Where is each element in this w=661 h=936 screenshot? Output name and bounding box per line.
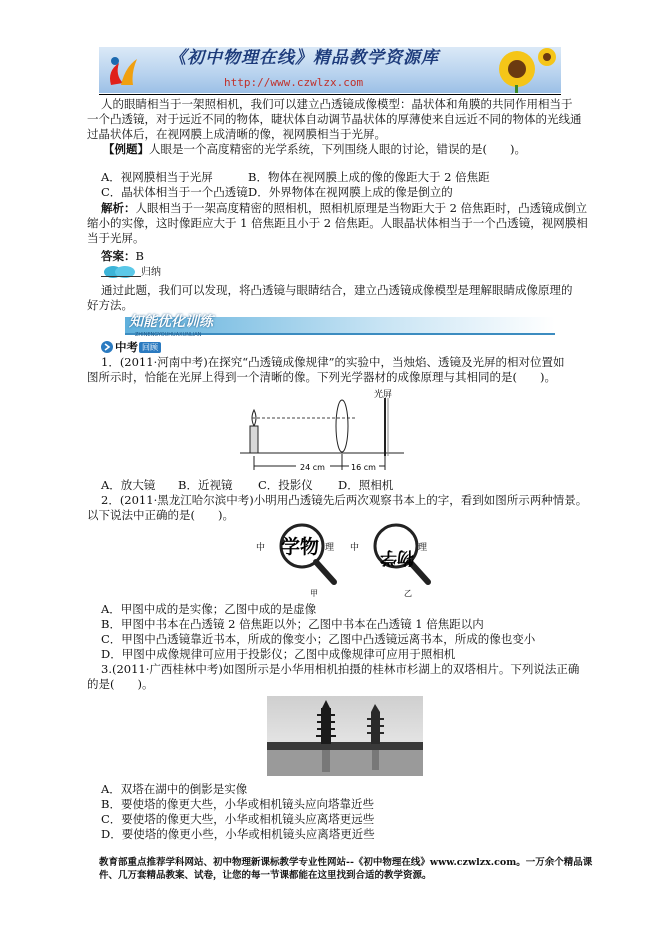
section-header (125, 313, 557, 339)
caption: 甲 (310, 589, 318, 598)
candle-icon (250, 426, 258, 453)
site-logo-icon (103, 51, 143, 91)
summary-tag: 归纳 (141, 267, 161, 278)
option: D．照相机 (338, 478, 394, 492)
q3-line: 的是( )。 (87, 677, 154, 691)
footer-line: 教育部重点推荐学科网站、初中物理新课标教学专业性网站--《初中物理在线》www.czwlzx.com。一万余个精品课 (99, 857, 593, 868)
option: B．物体在视网膜上成的像的像距大于 2 倍焦距 (248, 170, 490, 184)
example-tag: 【例题】 (103, 142, 149, 156)
footer-line: 件、几万套精品教案、试卷，让您的每一节课都能在这里找到合适的教学资源。 (99, 870, 432, 881)
analysis-tag: 解析： (101, 201, 136, 215)
header-url[interactable]: http://www.czwlzx.com (224, 76, 364, 89)
chevron-right-icon (101, 341, 113, 353)
option: C．投影仪 (258, 478, 313, 492)
text-outside: 中 (256, 543, 266, 553)
screen-label: 光屏 (374, 390, 393, 400)
option: A．放大镜 (101, 478, 156, 492)
option: D．外界物体在视网膜上成的像是倒立的 (248, 185, 453, 199)
option: B．要使塔的像更大些，小华或相机镜头应向塔靠近些 (101, 797, 374, 811)
option: D．要使塔的像更小些，小华或相机镜头应离塔更近些 (101, 827, 375, 841)
caption: 乙 (404, 589, 412, 598)
analysis-line: 解析：人眼相当于一架高度精密的照相机，照相机原理是当物距大于 2 倍焦距时，凸透镜成倒立 (101, 201, 588, 215)
option: C．要使塔的像更大些，小华或相机镜头应离塔更远些 (101, 812, 375, 826)
option: A．视网膜相当于光屏 (101, 170, 213, 184)
text-outside: 中 (350, 543, 360, 553)
magnified-text: 学物 (281, 536, 320, 558)
q1-figure (238, 388, 414, 474)
header-title: 《初中物理在线》精品教学资源库 (169, 48, 439, 68)
option: A．双塔在湖中的倒影是实像 (101, 782, 248, 796)
answer: 答案：B (101, 249, 144, 263)
q2-line: 以下说法中正确的是( )。 (87, 508, 234, 522)
text-outside: 理 (325, 543, 335, 553)
option: B．近视镜 (178, 478, 233, 492)
option: C．晶状体相当于一个凸透镜 (101, 185, 248, 199)
example-question: 【例题】人眼是一个高度精密的光学系统，下列围绕人眼的讨论，错误的是( )。 (103, 142, 526, 156)
analysis-line: 缩小的实像，这时像距应大于 1 倍焦距且小于 2 倍焦距。人眼晶状体相当于一个凸透镜，视网膜相 (87, 216, 588, 230)
subsection-tag: 回顾 (139, 342, 161, 353)
intro-line: 人的眼睛相当于一架照相机，我们可以建立凸透镜成像模型：晶状体和角膜的共同作用相当于 (101, 97, 573, 111)
summary-line: 好方法。 (87, 298, 133, 312)
subsection-title: 中考 (115, 340, 138, 354)
section-subtitle: ZHINENGYOUHUAXUNLIAN (135, 332, 202, 338)
option: B．甲图中书本在凸透镜 2 倍焦距以外；乙图中书本在凸透镜 1 倍焦距以内 (101, 617, 484, 631)
q2-line: 2．(2011·黑龙江哈尔滨中考)小明用凸透镜先后两次观察书本上的字，看到如图所示两种情景。 (101, 493, 588, 507)
q1-line: 1．(2011·河南中考)在探究“凸透镜成像规律”的实验中，当烛焰、透镜及光屏的相对位置如 (101, 355, 565, 369)
inverted-text: 物学 (380, 547, 414, 567)
convex-lens-icon (336, 400, 348, 452)
section-title: 知能优化训练 (129, 314, 213, 330)
header-divider (99, 94, 561, 95)
distance-label: 16 cm (351, 463, 376, 472)
twin-pagoda-photo (267, 696, 423, 776)
subsection-badge (101, 340, 201, 354)
analysis-line: 当于光屏。 (87, 231, 145, 245)
option: D．甲图中成像规律可应用于投影仪；乙图中成像规律可应用于照相机 (101, 647, 456, 661)
q1-line: 图所示时，恰能在光屏上得到一个清晰的像。下列光学器材的成像原理与其相同的是( )。 (87, 370, 556, 384)
distance-label: 24 cm (300, 463, 325, 472)
summary-line: 通过此题，我们可以发现，将凸透镜与眼睛结合，建立凸透镜成像模型是理解眼睛成像原理的 (101, 283, 573, 297)
q3-line: 3.(2011·广西桂林中考)如图所示是小华用相机拍摄的桂林市杉湖上的双塔相片。下列说法正确 (101, 662, 580, 676)
option: A．甲图中成的是实像；乙图中成的是虚像 (101, 602, 317, 616)
summary-badge (101, 265, 161, 279)
text-outside: 理 (418, 543, 428, 553)
q2-figure (252, 522, 452, 598)
header-banner (99, 47, 561, 93)
intro-line: 一个凸透镜，对于远近不同的物体，睫状体自动调节晶状体的厚薄使来自远近不同的物体的光线通 (87, 112, 582, 126)
sunflower-icon (479, 47, 561, 93)
option: C．甲图中凸透镜靠近书本，所成的像变小；乙图中凸透镜远离书本，所成的像也变小 (101, 632, 536, 646)
summary-cloud-icon (101, 265, 141, 279)
intro-line: 过晶状体后，在视网膜上成清晰的像，视网膜相当于光屏。 (87, 127, 386, 141)
